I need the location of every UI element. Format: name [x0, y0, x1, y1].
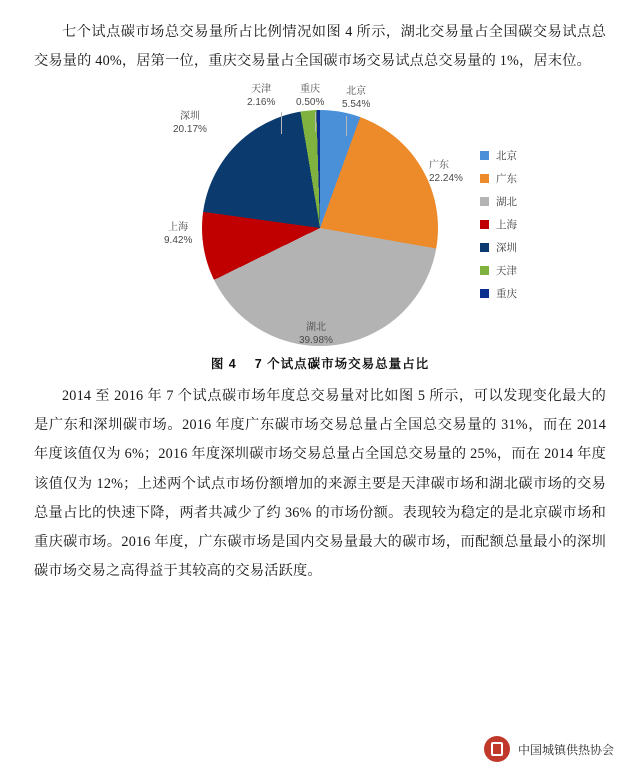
legend-swatch-icon: [480, 197, 489, 206]
legend-item-shenzhen: [480, 236, 558, 259]
pie-graphic: [202, 110, 438, 346]
legend-item-guangdong: [480, 167, 558, 190]
legend-label: 广东: [496, 173, 517, 186]
figure-caption: [34, 354, 606, 372]
legend-swatch-icon: [480, 243, 489, 252]
wechat-account-badge: [484, 736, 614, 762]
legend-item-chongqing: [480, 282, 558, 305]
wechat-account-logo-icon: [484, 736, 510, 762]
legend-label: 湖北: [496, 196, 517, 209]
legend-label: 深圳: [496, 242, 517, 255]
leader-line-chongqing: [315, 112, 316, 132]
paragraph-one: 七个试点碳市场总交易量所占比例情况如图 4 所示，湖北交易量占全国碳交易试点总交易量的 40%，居第一位，重庆交易量占全国碳市场交易试点总交易量的 1%，居末位。: [34, 24, 606, 70]
legend-swatch-icon: [480, 266, 489, 275]
slice-label-shenzhen: 深圳 20.17%: [173, 111, 207, 135]
legend-label: 天津: [496, 265, 517, 278]
slice-label-hubei: 湖北 39.98%: [299, 322, 333, 346]
paragraph-two: 2014 至 2016 年 7 个试点碳市场年度总交易量对比如图 5 所示，可以发现变化最大的是广东和深圳碳市场。2016 年度广东碳市场交易总量占全国总交易量的 31%，而在 2014 年度该值仅为 6%；2016 年度深圳碳市场交易总量占全国总交易量的 25%，而在 2014 年度该值仅为 12%；上述两个试点市场份额增加的来源主要是天津碳市场和湖北碳市场的交易总量占比的快速下降，两者共减少了约 36% 的市场份额。表现较为稳定的是北京碳市场和重庆碳市场。2016 年度，广东碳市场是国内交易量最大的碳市场，而配额总量最小的深圳碳市场交易之高得益于其较高的交易活跃度。: [34, 388, 606, 579]
legend-item-tianjin: [480, 259, 558, 282]
legend-swatch-icon: [480, 289, 489, 298]
slice-label-guangdong: 广东 22.24%: [429, 160, 463, 184]
legend-swatch-icon: [480, 174, 489, 183]
legend-item-beijing: [480, 144, 558, 167]
leader-line-tianjin: [281, 112, 282, 134]
legend-label: 上海: [496, 219, 517, 232]
legend-item-shanghai: [480, 213, 558, 236]
slice-label-chongqing: 重庆 0.50%: [296, 84, 325, 108]
legend-swatch-icon: [480, 151, 489, 160]
legend-item-hubei: [480, 190, 558, 213]
legend-label: 北京: [496, 150, 517, 163]
figure-caption-label: 图 4: [210, 357, 237, 372]
pie-graphic-wrapper: [202, 110, 438, 346]
leader-line-beijing: [346, 116, 347, 136]
slice-label-shanghai: 上海 9.42%: [164, 222, 193, 246]
slice-label-tianjin: 天津 2.16%: [247, 84, 276, 108]
wechat-account-name: 中国城镇供热协会: [517, 742, 614, 757]
legend-label: 重庆: [496, 288, 517, 301]
chart-legend: [480, 144, 558, 305]
slice-label-beijing: 北京 5.54%: [342, 86, 371, 110]
legend-swatch-icon: [480, 220, 489, 229]
figure-caption-text: 7 个试点碳市场交易总量占比: [254, 357, 430, 372]
pie-chart: [34, 82, 606, 350]
figure-4-block: [34, 82, 606, 382]
